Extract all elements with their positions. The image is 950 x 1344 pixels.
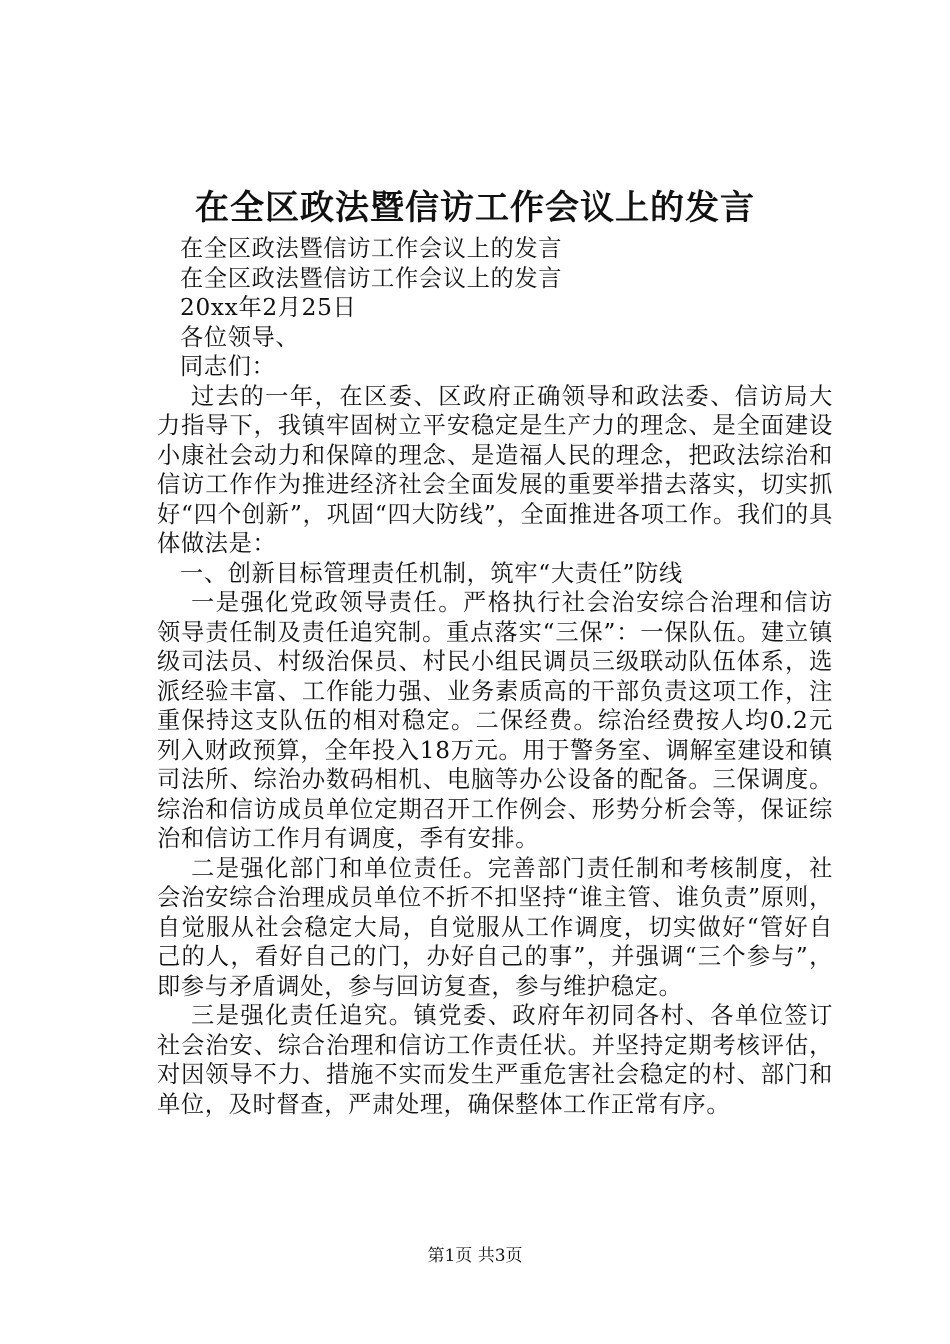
date-line: 20xx年2月25日 [180,294,357,321]
paragraph-leadership-responsibility: 一是强化党政领导责任。严格执行社会治安综合治理和信访领导责任制及责任追究制。重点落实“三保”：一保队伍。建立镇级司法员、村级治保员、村民小组民调员三级联动队伍体系，选派经验丰富、工作能力强、业务素质高的干部负责这项工作，注重保持这支队伍的相对稳定。二保经费。综治经费按人均0.2元列入财政预算，全年投入18万元。用于警务室、调解室建设和镇司法所、综治办数码相机、电脑等办公设备的配备。三保调度。综治和信访成员单位定期召开工作例会、形势分析会等，保证综治和信访工作月有调度，季有安排。 [157,589,833,852]
section-heading-1: 一、创新目标管理责任机制，筑牢“大责任”防线 [180,559,683,587]
salutation-comrades: 同志们： [180,353,276,380]
salutation-leaders: 各位领导、 [180,323,300,351]
paragraph-department-responsibility: 二是强化部门和单位责任。完善部门责任制和考核制度，社会治安综合治理成员单位不折不扣坚持“谁主管、谁负责”原则，自觉服从社会稳定大局，自觉服从工作调度，切实做好“管好自己的人，看好自己的门，办好自己的事”，并强调“三个参与”，即参与矛盾调处，参与回访复查，参与维护稳定。 [157,854,833,1000]
paragraph-accountability: 三是强化责任追究。镇党委、政府年初同各村、各单位签订社会治安、综合治理和信访工作责任状。并坚持定期考核评估，对因领导不力、措施不实而发生严重危害社会稳定的村、部门和单位，及时督查，严肃处理，确保整体工作正常有序。 [157,1002,833,1118]
document-title: 在全区政法暨信访工作会议上的发言 [195,188,755,228]
paragraph-intro: 过去的一年，在区委、区政府正确领导和政法委、信访局大力指导下，我镇牢固树立平安稳定是生产力的理念、是全面建设小康社会动力和保障的理念、是造福人民的理念，把政法综治和信访工作作为推进经济社会全面发展的重要举措去落实，切实抓好“四个创新”，巩固“四大防线”，全面推进各项工作。我们的具体做法是： [157,382,833,557]
document-body [157,234,833,1119]
page-number-footer: 第1页 共3页 [427,1246,523,1266]
subtitle-line-1: 在全区政法暨信访工作会议上的发言 [180,235,563,262]
subtitle-line-2: 在全区政法暨信访工作会议上的发言 [180,264,563,292]
